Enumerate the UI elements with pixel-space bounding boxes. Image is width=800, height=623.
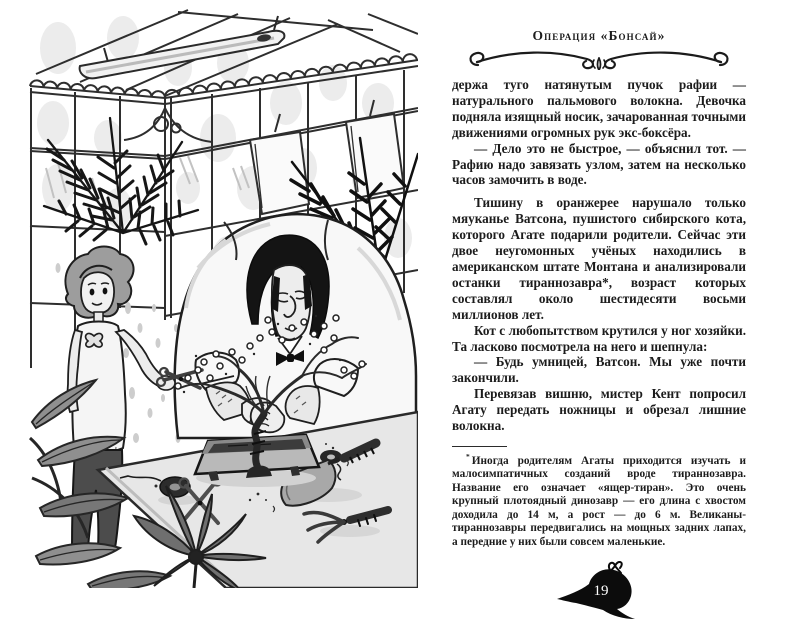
footnote-paragraph [452,452,746,550]
page-number-bird [554,561,644,623]
body-paragraph: — Дело это не быстрое, — объяснил тот. — Рафию надо завязать узлом, затем на несколько часов замочить в воде. [452,140,746,188]
body-paragraph: Кот с любопытством крутился у ног хозяйки. Та ласково посмотрела на него и шепнула: [452,322,746,354]
divider-flourish [464,46,734,70]
text-page [452,0,746,599]
page-number: 19 [593,583,609,600]
page-title: Операция «Бонсай» [532,28,666,43]
footnote-marker: * [466,452,470,462]
illustration-page [28,8,418,588]
greenhouse-illustration [28,8,418,588]
body-paragraph: — Будь умницей, Ватсон. Мы уже почти закончили. [452,354,746,386]
body-text [452,77,746,434]
body-paragraph: Тишину в оранжерее нарушало только мяуканье Ватсона, пушистого сибирского кота, которого Агате подарили родители. Сейчас эти двое неугомонных учёных находились в американском штате Монтана и анализировали останки тираннозавра*, возраст которых составлял около шестидесяти восьми миллионов лет. [452,195,746,322]
body-paragraph: Перевязав вишню, мистер Кент попросил Агату передать ножницы и обрезал лишние волокна. [452,386,746,434]
footnote-divider [452,446,507,447]
footnote-text: Иногда родителям Агаты приходится изучать и малосимпатичных созданий вроде тираннозавра. Название его означает «ящер-тиран». Это очень крупный плотоядный динозавр — его длина с хвостом доходила до 14 м, а рост — до 6 м. Великаны-тираннозавры передвигались на мощных задних лапах, а передние у них были совсем маленькие. [452,454,746,548]
footnote [452,452,746,550]
body-paragraph: держа туго натянутым пучок рафии — натурального пальмового волокна. Девочка подняла изящный носик, зачарованная точными движениями огромных рук экс-боксёра. [452,77,746,140]
